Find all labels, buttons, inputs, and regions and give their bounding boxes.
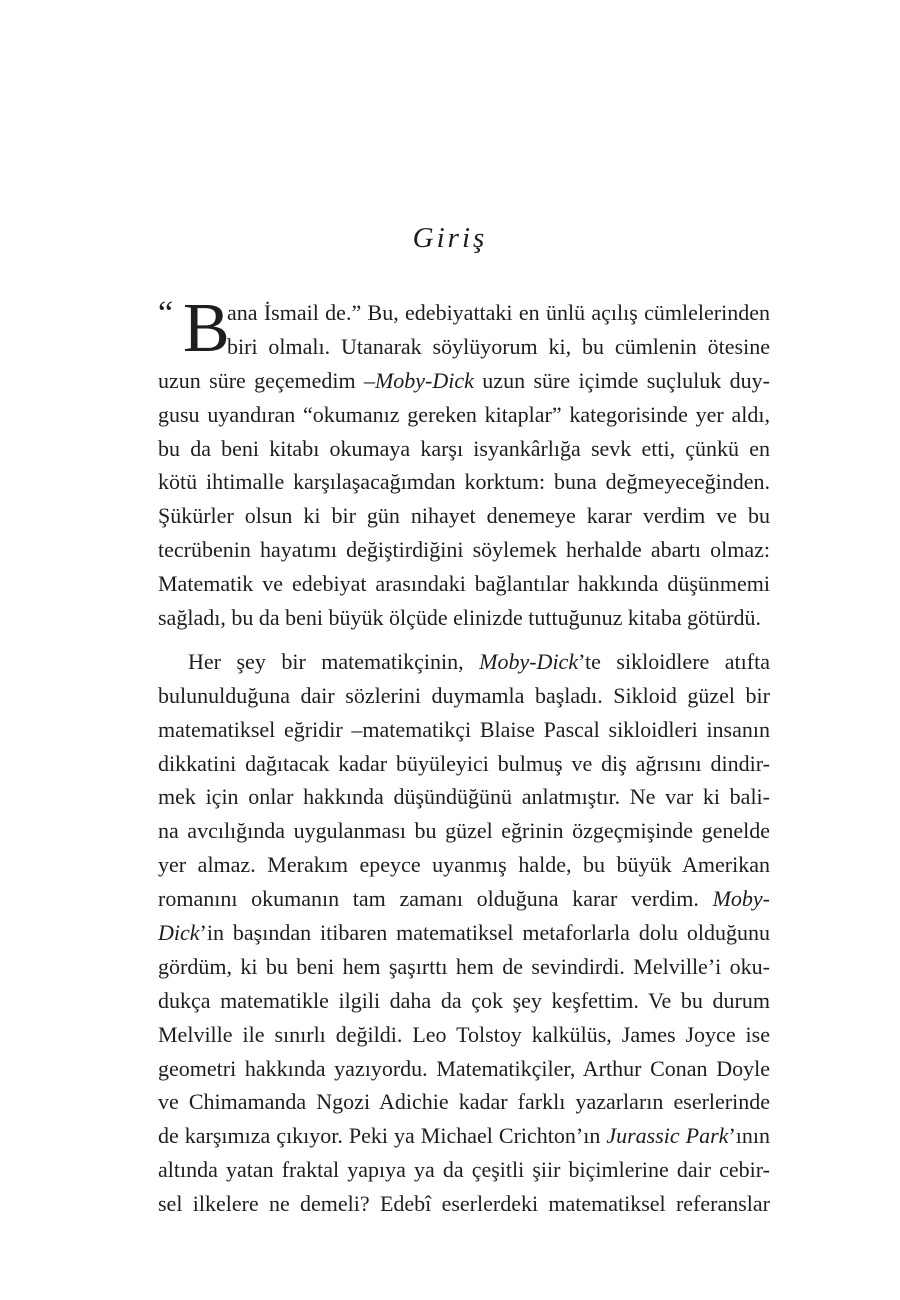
text-segment: bu da beni kitabı okumaya karşı isyankârlığa sevk etti, çünkü en xyxy=(158,435,770,461)
text-segment: matematiksel eğridir –matematikçi Blaise Pascal sikloidleri insanın xyxy=(158,716,770,742)
body-text xyxy=(158,290,770,1221)
text-segment: Şükürler olsun ki bir gün nihayet denemeye karar verdim ve bu xyxy=(158,503,770,529)
text-line xyxy=(158,645,770,679)
book-title: Moby- xyxy=(712,886,770,912)
text-segment: altında yatan fraktal yapıya ya da çeşitli şiir biçimlerine dair cebir- xyxy=(158,1157,770,1183)
book-title: Moby-Dick xyxy=(374,367,474,393)
text-segment: uzun süre içimde suçluluk duy- xyxy=(473,367,770,393)
text-line xyxy=(158,398,770,432)
text-segment: de karşımıza çıkıyor. Peki ya Michael Crichton’ın xyxy=(158,1123,607,1149)
text-segment: uzun süre geçemedim – xyxy=(158,367,375,393)
text-segment: dukça matematikle ilgili daha da çok şey keşfettim. Ve bu durum xyxy=(158,987,770,1013)
text-segment: ’in başından itibaren matematiksel metaforlarla dolu olduğunu xyxy=(199,920,770,946)
text-segment: biri olmalı. Utanarak söylüyorum ki, bu cümlenin ötesine xyxy=(227,333,770,359)
text-line xyxy=(158,950,770,984)
text-segment: ’ının xyxy=(728,1123,770,1149)
text-segment: sel ilkelere ne demeli? Edebî eserlerdeki matematiksel referanslar xyxy=(158,1191,770,1217)
text-line xyxy=(158,780,770,814)
text-line xyxy=(158,601,770,635)
text-segment: sağladı, bu da beni büyük ölçüde elinizde tuttuğunuz kitaba götürdü. xyxy=(158,605,762,631)
text-segment: Matematik ve edebiyat arasındaki bağlantılar hakkında düşünmemi xyxy=(158,571,770,597)
text-line xyxy=(158,916,770,950)
text-segment: Melville ile sınırlı değildi. Leo Tolstoy kalkülüs, James Joyce ise xyxy=(158,1021,770,1047)
chapter-heading: Giriş xyxy=(412,222,488,254)
text-line xyxy=(158,747,770,781)
text-line xyxy=(158,1119,770,1153)
paragraph xyxy=(158,645,770,1221)
text-line xyxy=(158,1052,770,1086)
text-segment: geometri hakkında yazıyordu. Matematikçiler, Arthur Conan Doyle xyxy=(158,1055,770,1081)
text-line xyxy=(158,533,770,567)
text-line xyxy=(158,296,770,330)
text-segment: bulunulduğuna dair sözlerini duymamla başladı. Sikloid güzel bir xyxy=(158,682,770,708)
text-line xyxy=(158,432,770,466)
text-line xyxy=(158,364,770,398)
text-segment: Her şey bir matematikçinin, xyxy=(188,648,480,674)
text-line xyxy=(158,713,770,747)
text-line xyxy=(158,848,770,882)
text-line xyxy=(158,330,770,364)
text-segment: gusu uyandıran “okumanız gereken kitaplar” kategorisinde yer aldı, xyxy=(158,401,770,427)
book-title: Dick xyxy=(158,920,200,946)
text-segment: ve Chimamanda Ngozi Adichie kadar farklı yazarların eserlerinde xyxy=(158,1089,770,1115)
paragraph xyxy=(158,290,770,635)
text-line xyxy=(158,984,770,1018)
paragraph-gap xyxy=(158,635,770,645)
text-line xyxy=(158,567,770,601)
text-segment: yer almaz. Merakım epeyce uyanmış halde, bu büyük Amerikan xyxy=(158,852,770,878)
text-segment: ana İsmail de.” Bu, edebiyattaki en ünlü açılış cümlelerinden xyxy=(227,300,770,325)
text-segment: ’te sikloidlere atıfta xyxy=(578,648,770,674)
drop-cap xyxy=(158,290,230,367)
text-line xyxy=(158,679,770,713)
text-segment: mek için onlar hakkında düşündüğünü anlatmıştır. Ne var ki bali- xyxy=(158,784,770,810)
text-line xyxy=(158,1085,770,1119)
drop-cap-letter: B xyxy=(183,290,230,367)
text-line xyxy=(158,1018,770,1052)
book-title: Jurassic Park xyxy=(606,1123,729,1149)
text-line xyxy=(158,882,770,916)
text-segment: tecrübenin hayatımı değiştirdiğini söylemek herhalde abartı olmaz: xyxy=(158,537,770,563)
text-line xyxy=(158,1153,770,1187)
text-line xyxy=(158,465,770,499)
book-title: Moby-Dick xyxy=(479,648,579,674)
text-line xyxy=(158,1187,770,1221)
text-segment: gördüm, ki bu beni hem şaşırttı hem de sevindirdi. Melville’i oku- xyxy=(158,953,770,979)
text-line xyxy=(158,499,770,533)
text-segment: na avcılığında uygulanması bu güzel eğrinin özgeçmişinde genelde xyxy=(158,818,770,844)
text-segment: dikkatini dağıtacak kadar büyüleyici bulmuş ve diş ağrısını dindir- xyxy=(158,750,770,776)
text-segment: kötü ihtimalle karşılaşacağımdan korktum: buna değmeyeceğinden. xyxy=(158,469,770,495)
text-segment: romanını okumanın tam zamanı olduğuna karar verdim. xyxy=(158,886,713,912)
text-line xyxy=(158,814,770,848)
drop-cap-quote: “ xyxy=(158,295,174,332)
